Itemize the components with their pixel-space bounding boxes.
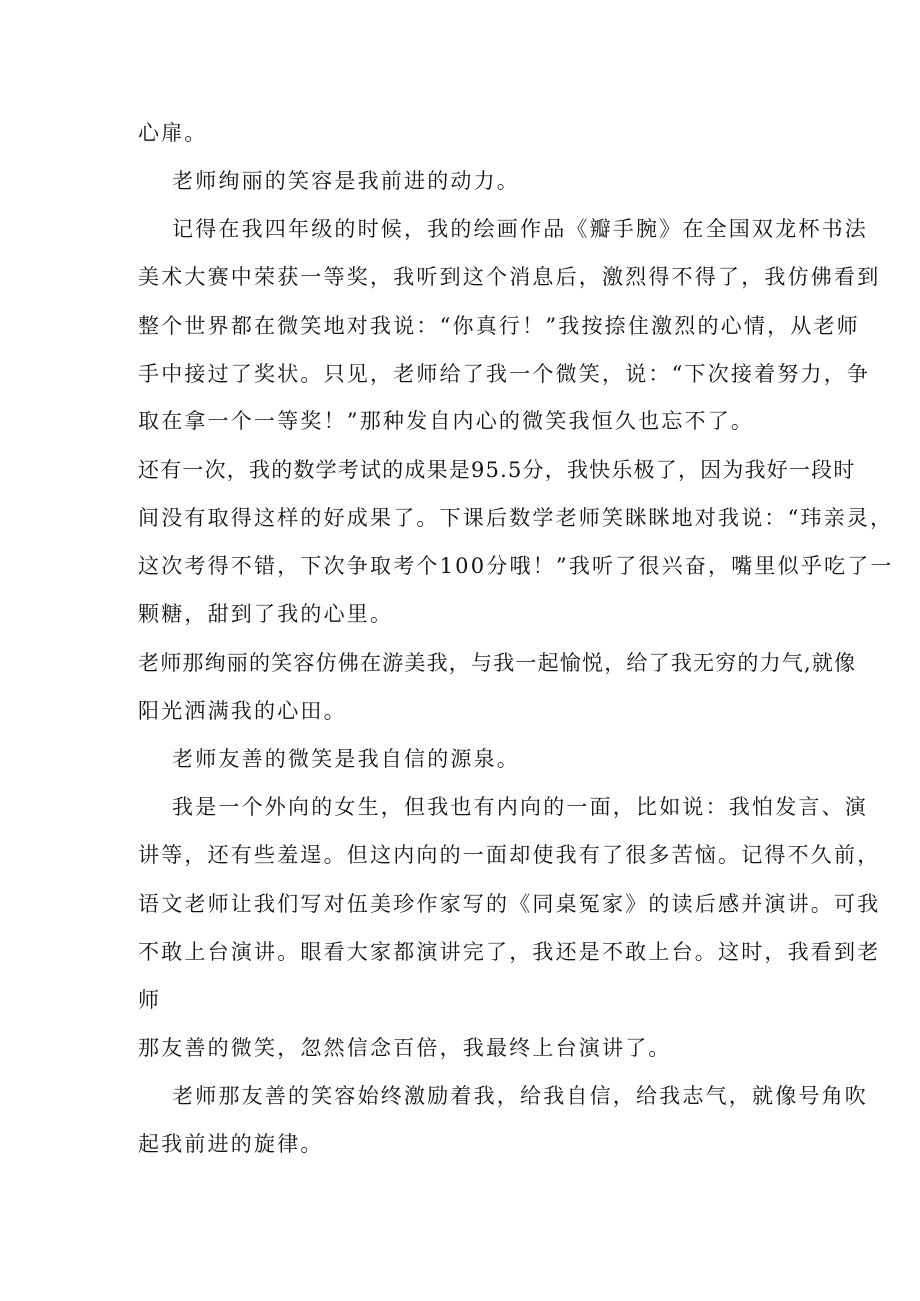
text-line: 老师友善的微笑是我自信的源泉。 xyxy=(172,747,520,771)
text-line: 讲等，还有些羞逞。但这内向的一面却使我有了很多苦恼。记得不久前， xyxy=(138,843,881,867)
text-line: 心扉。 xyxy=(138,121,208,145)
text-line: 那友善的微笑，忽然信念百倍，我最终上台演讲了。 xyxy=(138,1036,672,1060)
text-line: 语文老师让我们写对伍美珍作家写的《同桌冤家》的读后感并演讲。可我 xyxy=(138,892,881,916)
text-line: 整个世界都在微笑地对我说：“你真行！”我按捺住激烈的心情，从老师 xyxy=(138,314,860,338)
text-line: 起我前进的旋律。 xyxy=(138,1132,324,1156)
text-line: 老师那绚丽的笑容仿佛在游美我，与我一起愉悦，给了我无穷的力气,就像 xyxy=(138,651,857,675)
text-line: 不敢上台演讲。眼看大家都演讲完了，我还是不敢上台。这时，我看到老 xyxy=(138,940,881,964)
text-line: 阳光洒满我的心田。 xyxy=(138,699,347,723)
text-line: 记得在我四年级的时候，我的绘画作品《瓣手腕》在全国双龙杯书法 xyxy=(172,217,868,241)
text-line: 老师绚丽的笑容是我前进的动力。 xyxy=(172,169,520,193)
text-line: 美术大赛中荣获一等奖，我听到这个消息后，激烈得不得了，我仿佛看到 xyxy=(138,265,881,289)
text-line: 老师那友善的笑容始终激励着我，给我自信，给我志气，就像号角吹 xyxy=(172,1084,868,1108)
text-line: 师 xyxy=(138,988,162,1012)
text-line: 取在拿一个一等奖！”那种发自内心的微笑我恒久也忘不了。 xyxy=(138,409,755,433)
text-line: 我是一个外向的女生，但我也有内向的一面，比如说：我怕发言、演 xyxy=(172,795,868,819)
text-line: 手中接过了奖状。只见，老师给了我一个微笑，说：“下次接着努力，争 xyxy=(138,362,871,386)
text-line: 颗糖，甜到了我的心里。 xyxy=(138,602,394,626)
text-line: 还有一次，我的数学考试的成果是95.5分，我快乐极了，因为我好一段时 xyxy=(138,458,856,482)
text-line: 这次考得不错，下次争取考个100分哦！”我听了很兴奋，嘴里似乎吃了一 xyxy=(138,554,894,578)
text-line: 间没有取得这样的好成果了。下课后数学老师笑眯眯地对我说：“玮亲灵， xyxy=(138,506,894,530)
